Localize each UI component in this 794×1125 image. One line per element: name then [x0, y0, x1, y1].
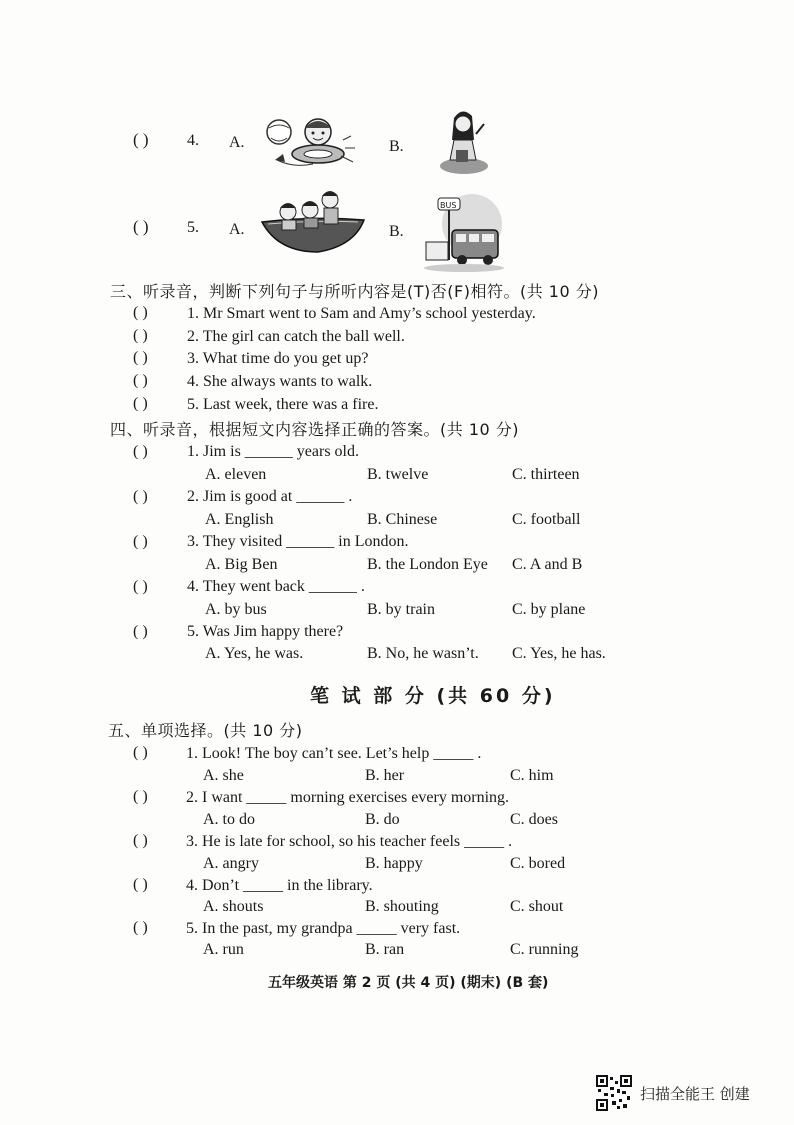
section-3-title: 三、听录音，判断下列句子与所听内容是(T)否(F)相符。(共 10 分)	[110, 282, 599, 301]
option-c: C. him	[510, 767, 554, 784]
option-a: A. to do	[203, 811, 255, 828]
option-b-label: B.	[389, 138, 404, 155]
answer-paren[interactable]: ( )	[133, 832, 148, 849]
statement-text: 2. The girl can catch the ball well.	[187, 328, 405, 345]
option-b: B. twelve	[367, 466, 429, 483]
option-c: C. does	[510, 811, 558, 828]
answer-paren[interactable]: ( )	[133, 395, 148, 412]
girl-watering-picture	[432, 104, 494, 178]
option-b: B. her	[365, 767, 405, 784]
statement-text: 3. What time do you get up?	[187, 350, 369, 367]
option-b: B. happy	[365, 855, 423, 872]
option-c: C. thirteen	[512, 466, 580, 483]
bus-at-stop-picture	[420, 190, 504, 274]
section-5-title: 五、单项选择。(共 10 分)	[108, 721, 303, 740]
answer-paren[interactable]: ( )	[133, 876, 148, 893]
answer-paren[interactable]: ( )	[133, 217, 149, 236]
question-text: 5. Was Jim happy there?	[187, 623, 344, 640]
option-c: C. Yes, he has.	[512, 645, 606, 662]
option-b: B. the London Eye	[367, 556, 488, 573]
option-c: C. bored	[510, 855, 566, 872]
answer-paren[interactable]: ( )	[133, 327, 148, 344]
answer-paren[interactable]: ( )	[133, 919, 148, 936]
question-text: 4. Don’t _____ in the library.	[186, 877, 373, 894]
answer-paren[interactable]: ( )	[133, 623, 148, 640]
option-b: B. No, he wasn’t.	[367, 645, 479, 662]
question-text: 4. They went back ______ .	[187, 578, 365, 595]
qr-code-icon	[596, 1075, 632, 1111]
question-text: 1. Look! The boy can’t see. Let’s help _____ .	[186, 745, 482, 762]
option-b: B. do	[365, 811, 400, 828]
page-footer: 五年级英语 第 2 页 (共 4 页) (期末) (B 套)	[268, 975, 549, 991]
option-a: A. Yes, he was.	[205, 645, 304, 662]
answer-paren[interactable]: ( )	[133, 744, 148, 761]
option-a: A. Big Ben	[205, 556, 278, 573]
bus-sign-text: BUS	[440, 201, 457, 210]
answer-paren[interactable]: ( )	[133, 304, 148, 321]
question-text: 5. In the past, my grandpa _____ very fast.	[186, 920, 461, 937]
option-a: A. run	[203, 941, 244, 958]
answer-paren[interactable]: ( )	[133, 372, 148, 389]
answer-paren[interactable]: ( )	[133, 349, 148, 366]
option-a: A. she	[203, 767, 244, 784]
option-c: C. shout	[510, 898, 564, 915]
answer-paren[interactable]: ( )	[133, 533, 148, 550]
option-a: A. shouts	[203, 898, 264, 915]
option-b: B. ran	[365, 941, 405, 958]
option-b-label: B.	[389, 223, 404, 240]
answer-paren[interactable]: ( )	[133, 130, 149, 149]
option-a-label: A.	[229, 134, 245, 151]
question-text: 1. Jim is ______ years old.	[187, 443, 359, 460]
answer-paren[interactable]: ( )	[133, 578, 148, 595]
option-a: A. by bus	[205, 601, 267, 618]
question-text: 3. He is late for school, so his teacher feels _____ .	[186, 833, 513, 850]
answer-paren[interactable]: ( )	[133, 488, 148, 505]
question-text: 3. They visited ______ in London.	[187, 533, 409, 550]
option-a-label: A.	[229, 221, 245, 238]
question-text: 2. Jim is good at ______ .	[187, 488, 353, 505]
statement-text: 4. She always wants to walk.	[187, 373, 373, 390]
option-c: C. A and B	[512, 556, 583, 573]
statement-text: 5. Last week, there was a fire.	[187, 396, 379, 413]
statement-text: 1. Mr Smart went to Sam and Amy’s school yesterday.	[187, 305, 536, 322]
answer-paren[interactable]: ( )	[133, 443, 148, 460]
answer-paren[interactable]: ( )	[133, 788, 148, 805]
section-4-title: 四、听录音，根据短文内容选择正确的答案。(共 10 分)	[110, 420, 520, 439]
child-swimming-ring-picture	[263, 110, 363, 172]
option-b: B. by train	[367, 601, 435, 618]
option-c: C. by plane	[512, 601, 586, 618]
option-b: B. shouting	[365, 898, 439, 915]
option-b: B. Chinese	[367, 511, 438, 528]
option-a: A. angry	[203, 855, 259, 872]
option-a: A. English	[205, 511, 274, 528]
question-number: 4.	[187, 132, 199, 149]
children-in-boat-picture	[258, 186, 368, 258]
option-c: C. running	[510, 941, 579, 958]
question-number: 5.	[187, 219, 199, 236]
question-text: 2. I want _____ morning exercises every morning.	[186, 789, 510, 806]
option-a: A. eleven	[205, 466, 267, 483]
option-c: C. football	[512, 511, 581, 528]
scanner-label: 扫描全能王 创建	[640, 1085, 750, 1103]
written-part-title: 笔 试 部 分 (共 60 分)	[310, 685, 556, 707]
